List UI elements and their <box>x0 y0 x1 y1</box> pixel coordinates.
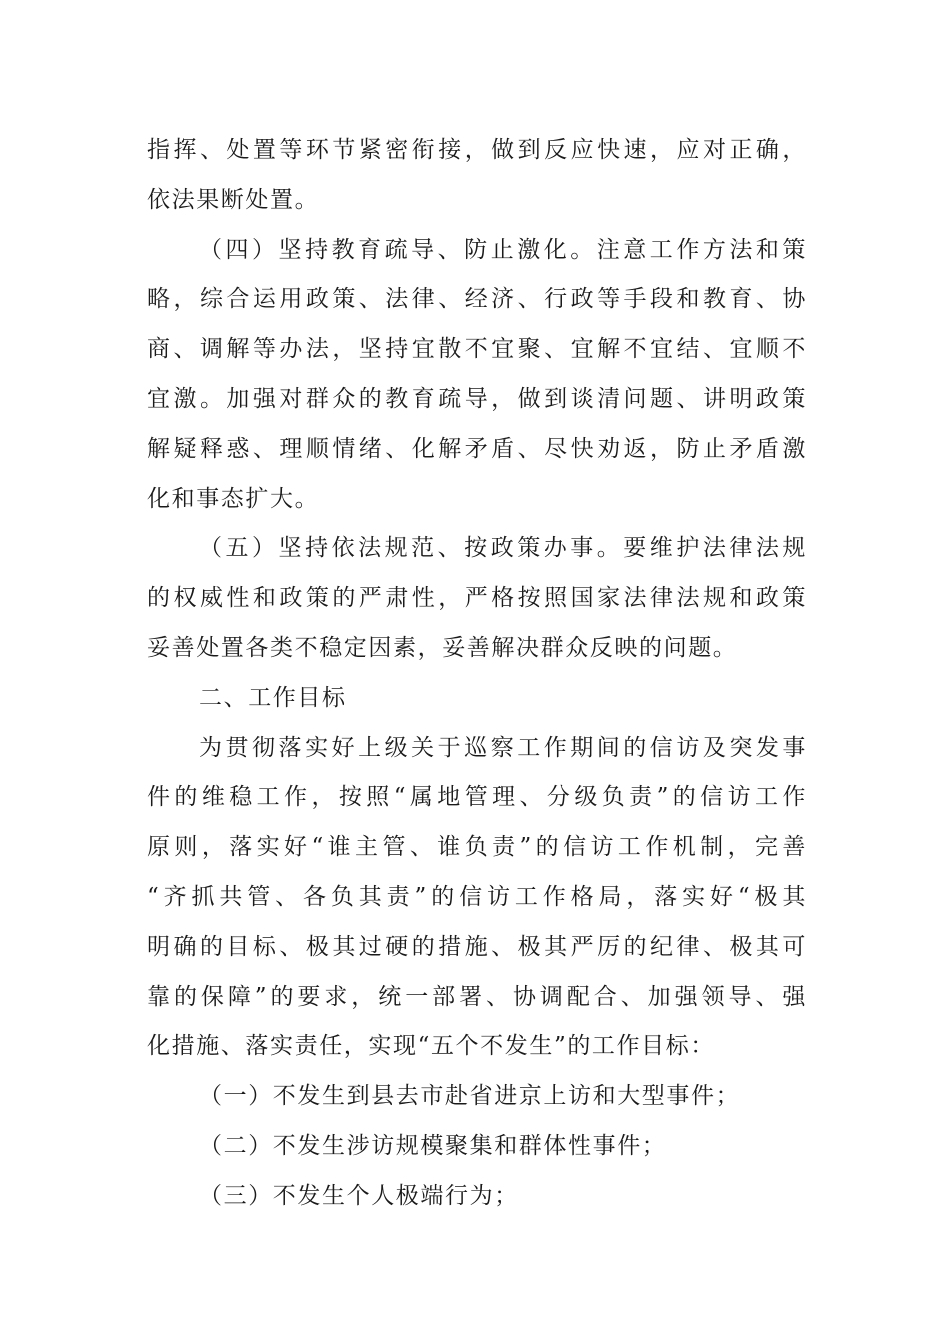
text-line: （三）不发生个人极端行为； <box>199 1182 519 1209</box>
text-line: 靠的保障”的要求，统一部署、协调配合、加强领导、强 <box>147 983 807 1010</box>
text-line: 为贯彻落实好上级关于巡察工作期间的信访及突发事 <box>199 734 807 761</box>
text-line: 原则，落实好“谁主管、谁负责”的信访工作机制，完善 <box>147 834 807 861</box>
text-line: 解疑释惑、理顺情绪、化解矛盾、尽快劝返，防止矛盾激 <box>147 435 807 462</box>
text-line: 宜激。加强对群众的教育疏导，做到谈清问题、讲明政策 <box>147 385 807 412</box>
text-line: （一）不发生到县去市赴省进京上访和大型事件； <box>199 1083 741 1110</box>
text-line: 妥善处置各类不稳定因素，妥善解决群众反映的问题。 <box>147 634 738 661</box>
text-line: 商、调解等办法，坚持宜散不宜聚、宜解不宜结、宜顺不 <box>147 336 807 363</box>
text-line: （五）坚持依法规范、按政策办事。要维护法律法规 <box>199 535 807 562</box>
text-line: “齐抓共管、各负其责”的信访工作格局，落实好“极其 <box>147 883 807 910</box>
text-line: （四）坚持教育疏导、防止激化。注意工作方法和策 <box>199 236 807 263</box>
body-text <box>147 126 807 1222</box>
text-line: 略，综合运用政策、法律、经济、行政等手段和教育、协 <box>147 286 807 313</box>
text-line: 依法果断处置。 <box>147 186 320 213</box>
text-line: （二）不发生涉访规模聚集和群体性事件； <box>199 1132 667 1159</box>
text-line: 化和事态扩大。 <box>147 485 320 512</box>
text-line: 二、工作目标 <box>199 684 347 711</box>
text-line: 件的维稳工作，按照“属地管理、分级负责”的信访工作 <box>147 784 807 811</box>
text-line: 化措施、落实责任，实现“五个不发生”的工作目标： <box>147 1033 715 1060</box>
text-line: 的权威性和政策的严肃性，严格按照国家法律法规和政策 <box>147 585 807 612</box>
text-line: 指挥、处置等环节紧密衔接，做到反应快速，应对正确， <box>147 137 807 163</box>
text-line: 明确的目标、极其过硬的措施、极其严厉的纪律、极其可 <box>147 933 807 960</box>
